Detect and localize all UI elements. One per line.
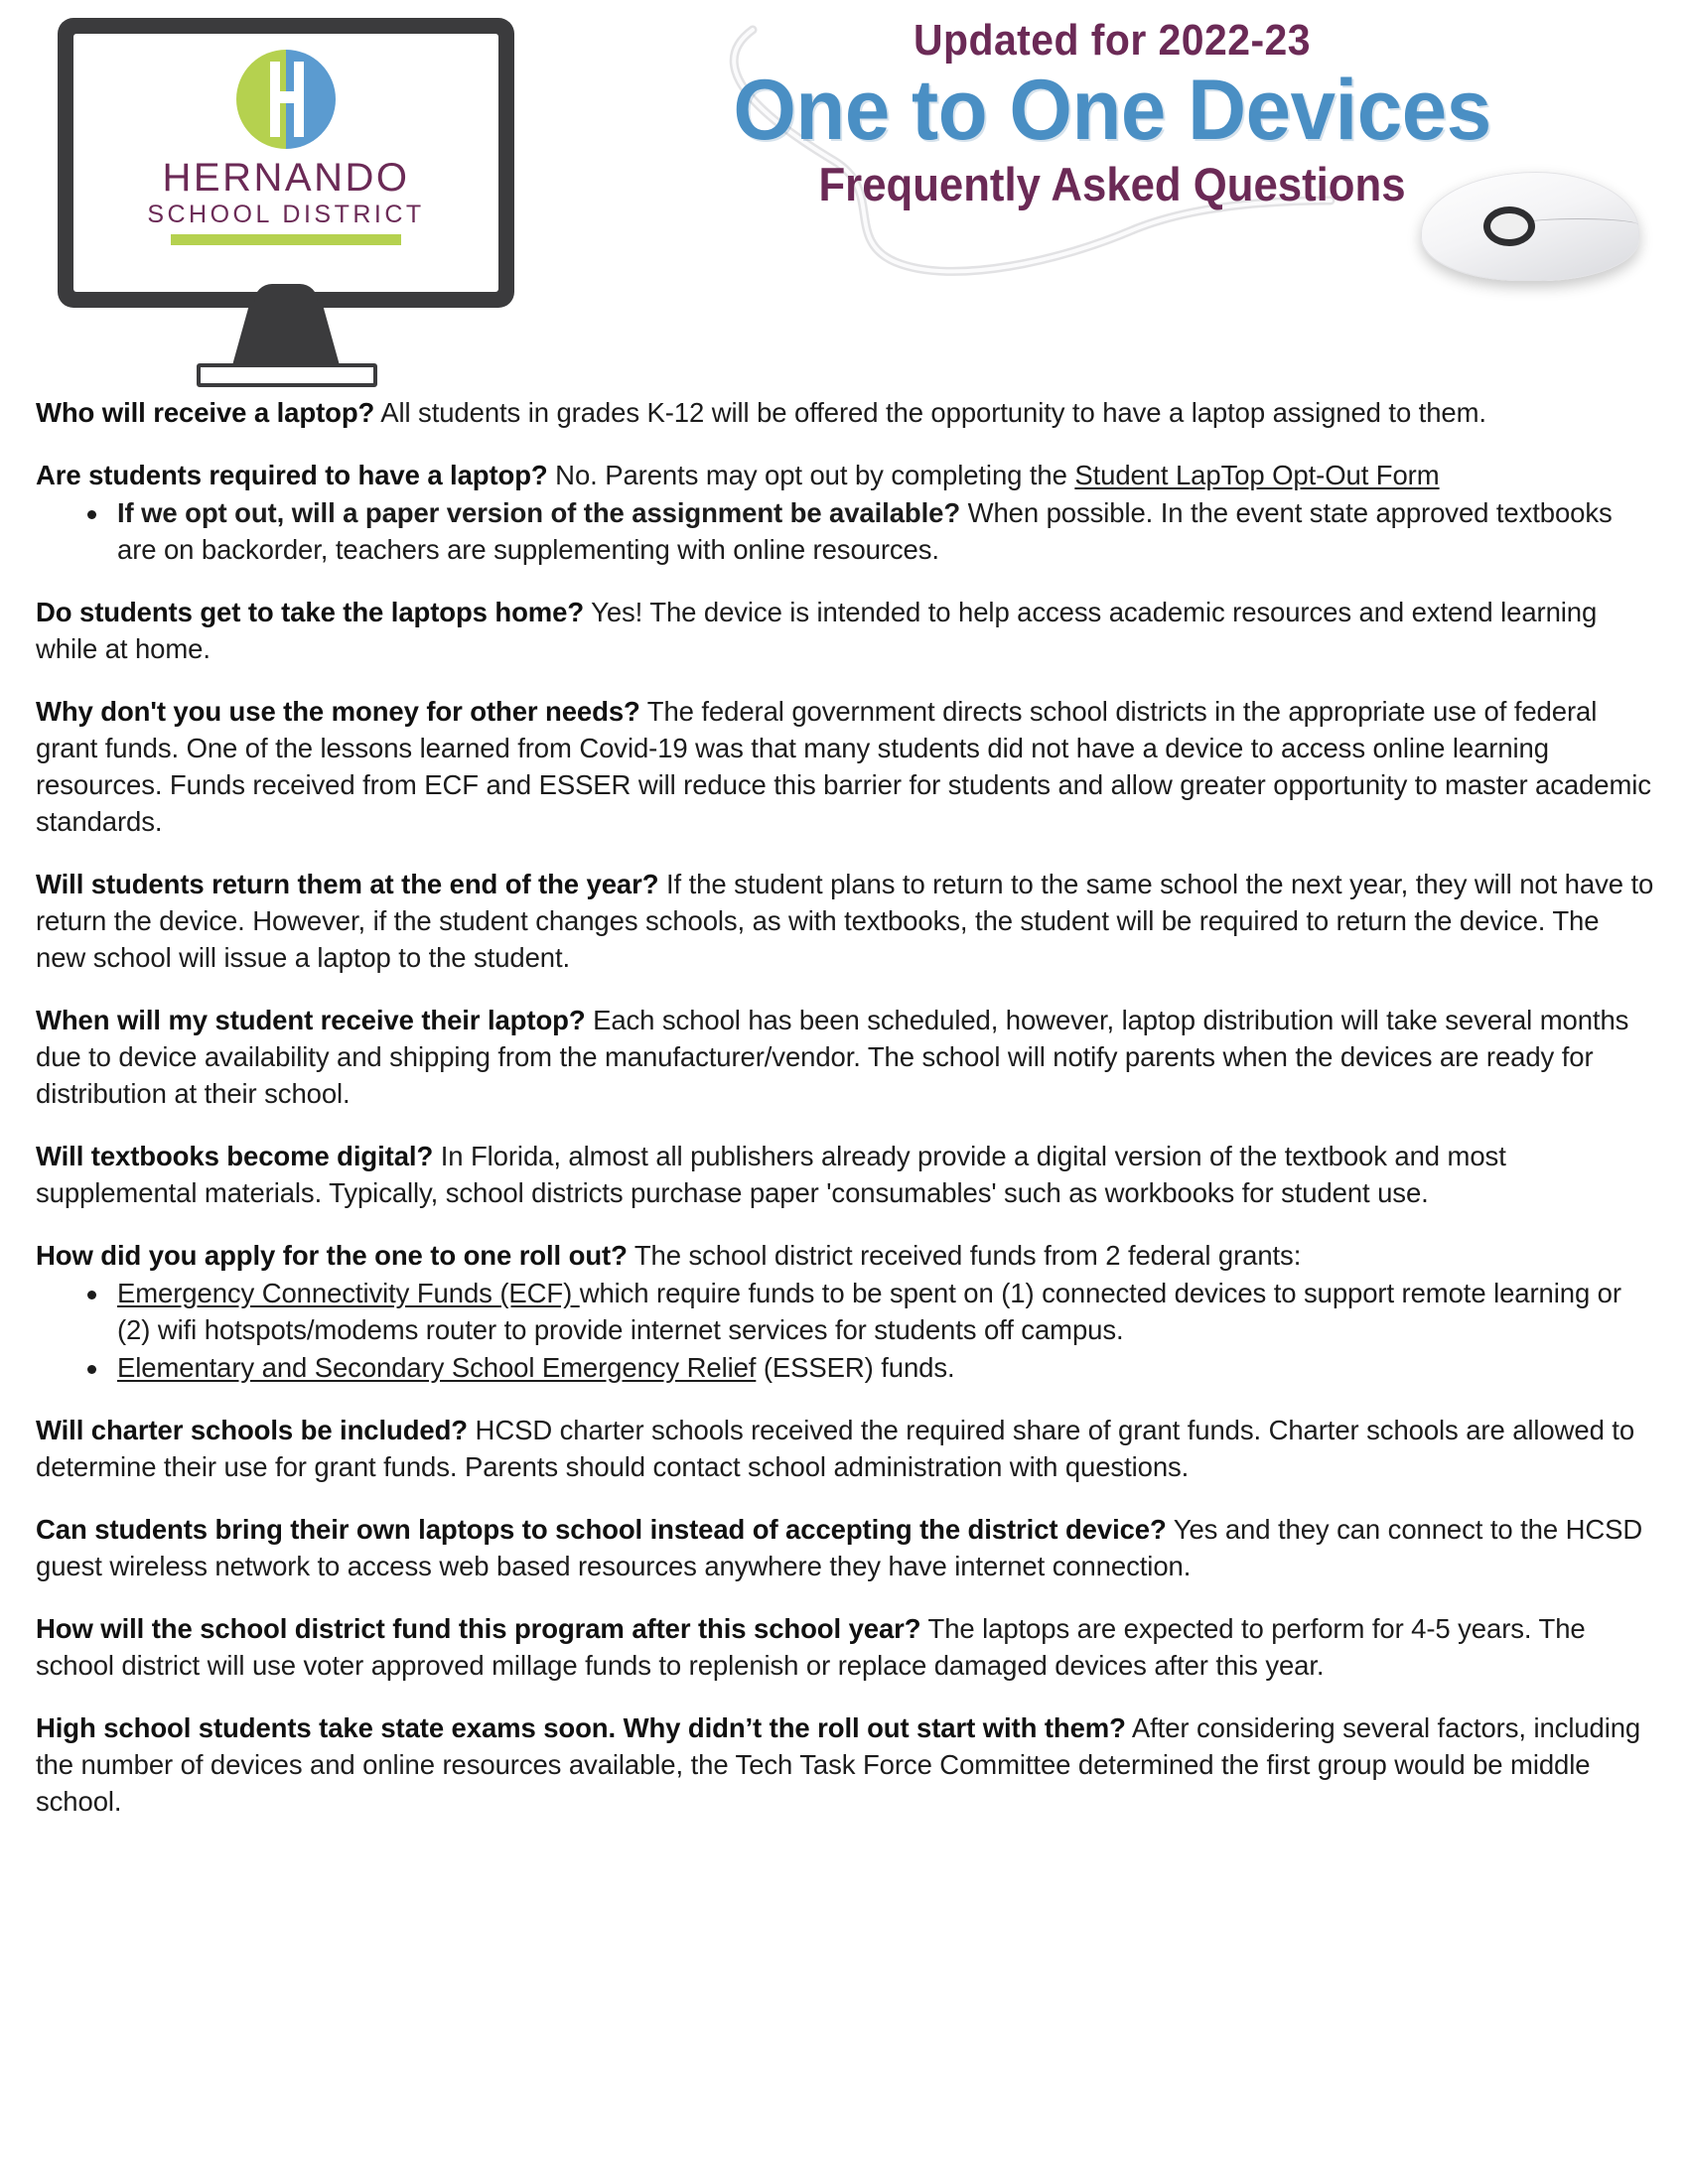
faq-item bbox=[36, 694, 1654, 841]
faq-sub-question: If we opt out, will a paper version of the assignment be available? bbox=[117, 496, 961, 528]
document-header bbox=[0, 0, 1688, 397]
faq-item bbox=[36, 1512, 1654, 1585]
mouse-body bbox=[1421, 172, 1639, 281]
faq-question: How will the school district fund this program after this school year? bbox=[36, 1612, 921, 1644]
faq-list bbox=[0, 395, 1688, 1821]
faq-item bbox=[36, 867, 1654, 977]
faq-answer: After considering several factors, including the number of devices and online resources available, the Tech Task Force Committee determined the first group would be middle school. bbox=[36, 1711, 1641, 1817]
list-item bbox=[87, 495, 1654, 569]
mouse-button-seam bbox=[1517, 218, 1638, 231]
faq-answer: HCSD charter schools received the required share of grant funds. Charter schools are allowed to determine their use for grant funds. Parents should contact school administration with questions. bbox=[36, 1414, 1635, 1482]
monitor-illustration bbox=[58, 18, 554, 387]
faq-question: Will textbooks become digital? bbox=[36, 1140, 434, 1171]
monitor-notch bbox=[254, 284, 318, 302]
list-item bbox=[87, 1276, 1654, 1349]
faq-answer: The federal government directs school districts in the appropriate use of federal grant funds. One of the lessons learned from Covid-19 was that many students did not have a device to access online learning resources. Funds received from ECF and ESSER will reduce this barrier for students and allow greater opportunity to master academic standards. bbox=[36, 695, 1651, 837]
faq-answer: In Florida, almost all publishers already provide a digital version of the textbook and most supplemental materials. Typically, school districts purchase paper 'consumables' such as workbooks for student use. bbox=[36, 1140, 1506, 1208]
esser-relief-link[interactable]: Elementary and Secondary School Emergency Relief bbox=[117, 1351, 757, 1383]
faq-question: High school students take state exams soon. Why didn’t the roll out start with them? bbox=[36, 1711, 1126, 1743]
faq-question: Can students bring their own laptops to school instead of accepting the district device? bbox=[36, 1513, 1167, 1545]
computer-mouse-illustration bbox=[1405, 164, 1653, 293]
faq-item bbox=[36, 395, 1654, 432]
faq-item bbox=[36, 1238, 1654, 1387]
faq-answer: All students in grades K-12 will be offered the opportunity to have a laptop assigned to them. bbox=[374, 397, 1486, 428]
updated-label: Updated for 2022-23 bbox=[914, 16, 1311, 65]
faq-answer: If the student plans to return to the same school the next year, they will not have to return the device. However, if the student changes schools, as with textbooks, the student will be required to return the device. The new school will issue a laptop to the student. bbox=[36, 868, 1654, 973]
student-laptop-opt-out-form-link[interactable]: Student LapTop Opt-Out Form bbox=[1074, 459, 1440, 490]
faq-bullet-list bbox=[36, 1276, 1654, 1387]
faq-answer: No. Parents may opt out by completing the bbox=[547, 459, 1075, 490]
emergency-connectivity-funds-link[interactable]: Emergency Connectivity Funds (ECF) bbox=[117, 1277, 580, 1308]
faq-answer: Yes! The device is intended to help access academic resources and extend learning while at home. bbox=[36, 596, 1598, 664]
monitor-screen bbox=[73, 34, 498, 292]
faq-question: Who will receive a laptop? bbox=[36, 397, 375, 428]
faq-answer: Each school has been scheduled, however, laptop distribution will take several months due to device availability and shipping from the manufacturer/vendor. The school will notify parents when the devices are ready for distribution at their school. bbox=[36, 1004, 1629, 1109]
hernando-school-district-logo bbox=[73, 48, 498, 245]
faq-question: How did you apply for the one to one roll out? bbox=[36, 1239, 628, 1271]
faq-item bbox=[36, 595, 1654, 668]
faq-item bbox=[36, 1413, 1654, 1486]
faq-answer: The school district received funds from 2 federal grants: bbox=[627, 1239, 1302, 1271]
faq-answer: Yes and they can connect to the HCSD guest wireless network to access web based resources anywhere they have internet connection. bbox=[36, 1513, 1643, 1581]
list-item bbox=[87, 1350, 1654, 1387]
faq-question: When will my student receive their laptop? bbox=[36, 1004, 586, 1035]
faq-question: Will charter schools be included? bbox=[36, 1414, 469, 1445]
faq-question: Why don't you use the money for other needs? bbox=[36, 695, 640, 727]
mouse-scroll-wheel bbox=[1483, 206, 1535, 246]
page-title: One to One Devices bbox=[733, 63, 1491, 159]
bullet-text: which require funds to be spent on (1) connected devices to support remote learning or (2) wifi hotspots/modems router to provide internet services for students off campus. bbox=[117, 1277, 1621, 1345]
logo-underline-bar bbox=[171, 234, 401, 245]
faq-item bbox=[36, 1003, 1654, 1113]
faq-question: Are students required to have a laptop? bbox=[36, 459, 548, 490]
monitor-bezel bbox=[58, 18, 514, 308]
faq-bullet-list bbox=[36, 495, 1654, 569]
faq-sub-answer: When possible. In the event state approved textbooks are on backorder, teachers are supplementing with online resources. bbox=[117, 496, 1613, 565]
bullet-text: (ESSER) funds. bbox=[756, 1351, 955, 1383]
logo-name-secondary: SCHOOL DISTRICT bbox=[147, 201, 425, 228]
faq-question: Will students return them at the end of the year? bbox=[36, 868, 659, 899]
monitor-stand-neck bbox=[232, 304, 340, 365]
faq-item bbox=[36, 1710, 1654, 1821]
faq-answer: The laptops are expected to perform for 4-5 years. The school district will use voter approved millage funds to replenish or replace damaged devices after this year. bbox=[36, 1612, 1586, 1681]
monitor-stand-base bbox=[197, 363, 377, 387]
faq-item bbox=[36, 1139, 1654, 1212]
page-subtitle: Frequently Asked Questions bbox=[818, 158, 1406, 211]
hernando-h-logo-icon bbox=[234, 48, 338, 151]
faq-item bbox=[36, 458, 1654, 569]
faq-question: Do students get to take the laptops home? bbox=[36, 596, 585, 627]
faq-item bbox=[36, 1611, 1654, 1685]
logo-name-primary: HERNANDO bbox=[162, 156, 410, 200]
